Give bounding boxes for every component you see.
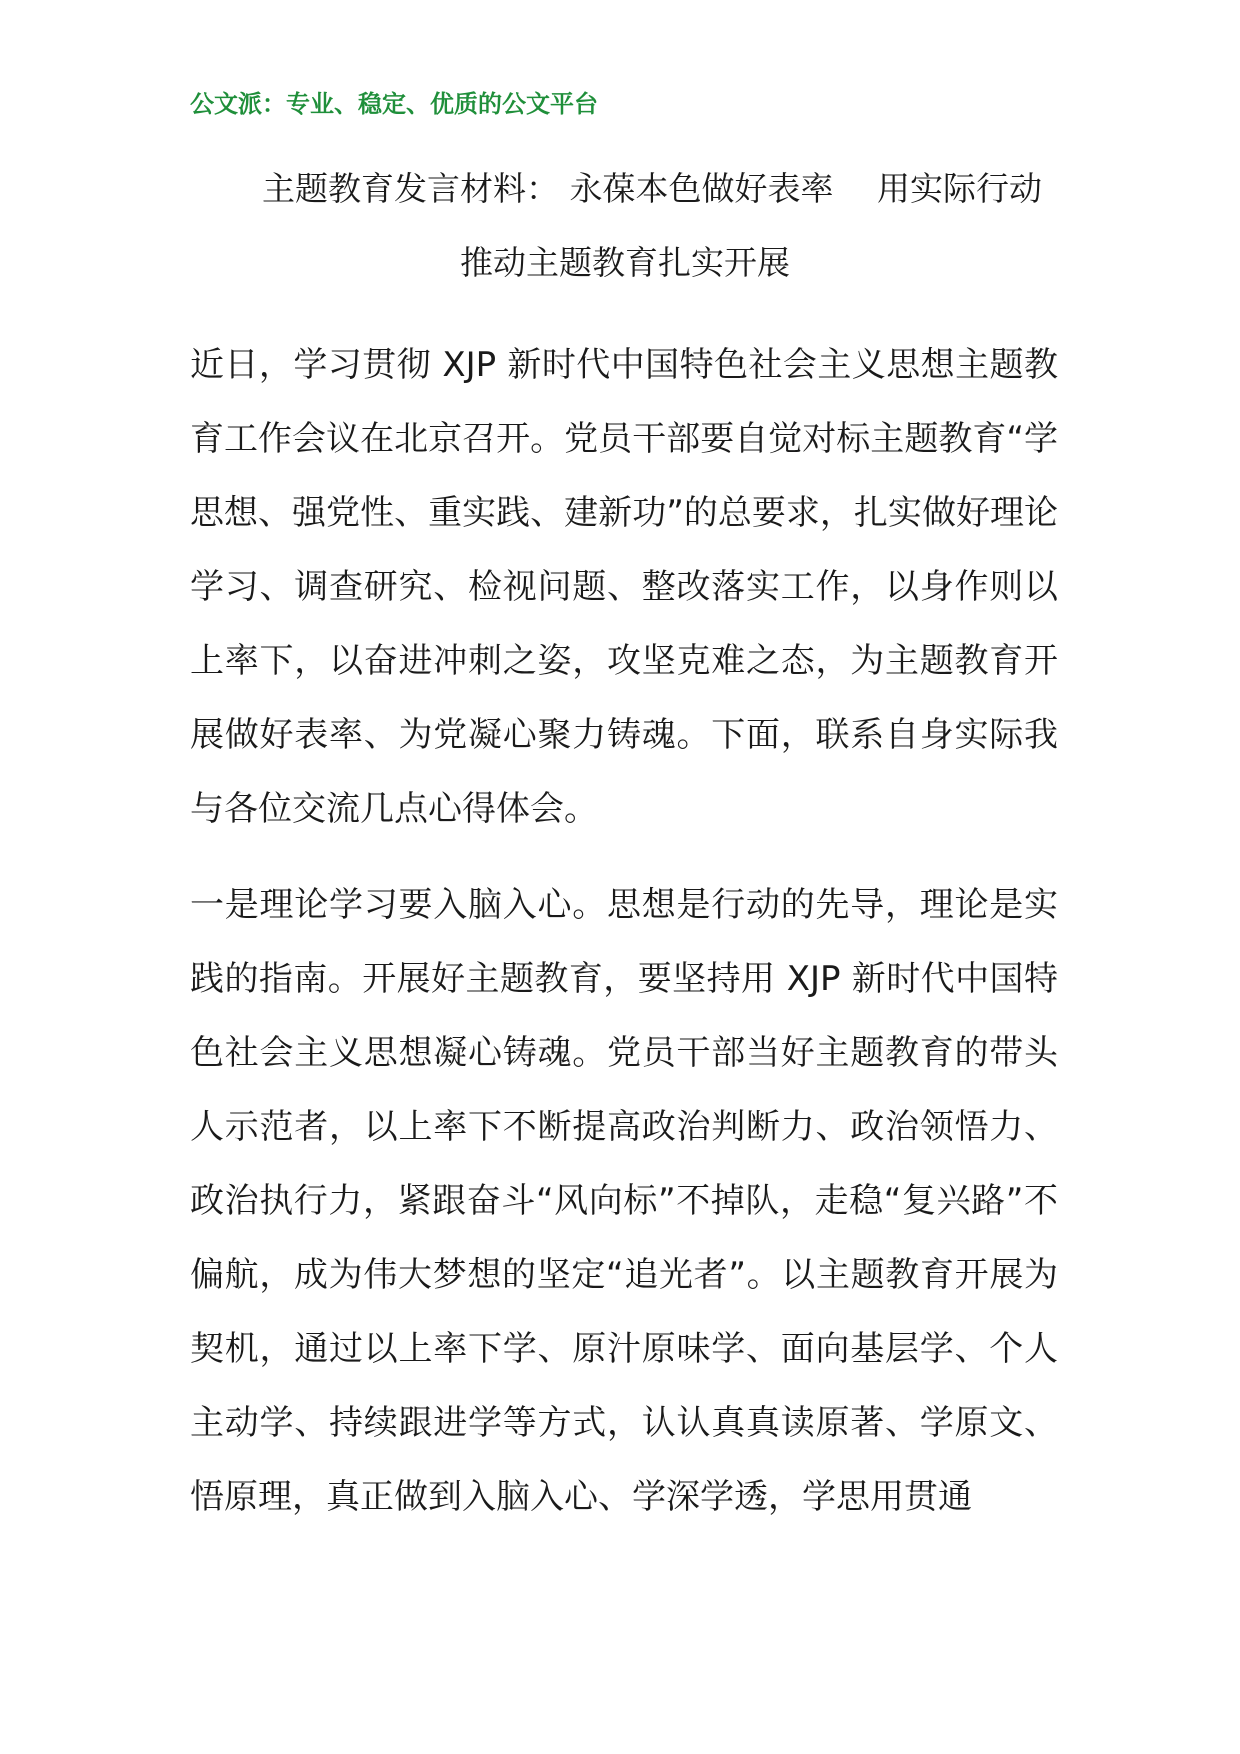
brand-header: 公文派：专业、稳定、优质的公文平台 (190, 90, 598, 118)
title-line-1: 主题教育发言材料： 永葆本色做好表率 用实际行动 (262, 169, 1042, 208)
body-paragraph-intro: 近日，学习贯彻 XJP 新时代中国特色社会主义思想主题教育工作会议在北京召开。党员干部要自觉对标主题教育“学思想、强党性、重实践、建新功”的总要求，扎实做好理论学习、调查研究、检视问题、整改落实工作，以身作则以上率下，以奋进冲刺之姿，攻坚克难之态，为主题教育开展做好表率、为党凝心聚力铸魂。下面，联系自身实际我与各位交流几点心得体会。 (190, 345, 1058, 829)
document-title (190, 166, 1060, 286)
body-paragraph-theory-study: 一是理论学习要入脑入心。思想是行动的先导，理论是实践的指南。开展好主题教育，要坚持用 XJP 新时代中国特色社会主义思想凝心铸魂。党员干部当好主题教育的带头人示范者，以上率下不断提高政治判断力、政治领悟力、政治执行力，紧跟奋斗“风向标”不掉队，走稳“复兴路”不偏航，成为伟大梦想的坚定“追光者”。以主题教育开展为契机，通过以上率下学、原汁原味学、面向基层学、个人主动学、持续跟进学等方式，认认真真读原著、学原文、悟原理，真正做到入脑入心、学深学透，学思用贯通 (190, 885, 1058, 1517)
title-line-2: 推动主题教育扎实开展 (460, 243, 790, 282)
